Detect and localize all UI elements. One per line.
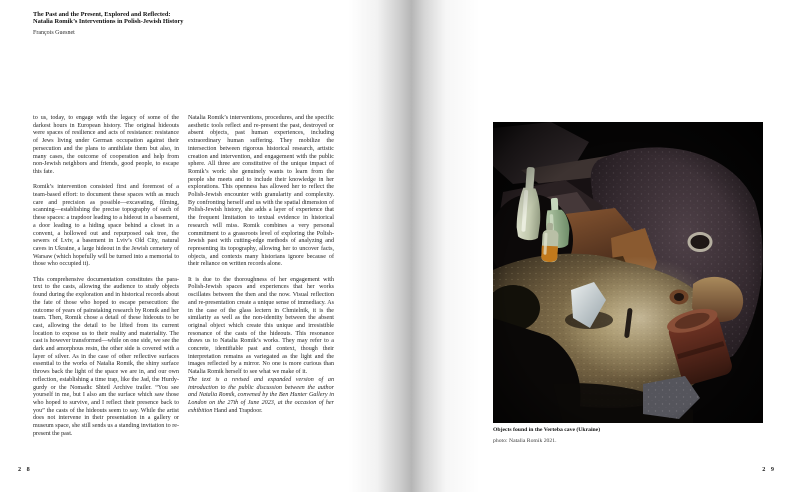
page-number-right: 2 9 bbox=[762, 466, 776, 473]
page-number-left: 2 8 bbox=[18, 466, 32, 473]
photo-caption-credit: photo: Natalia Romik 2021. bbox=[493, 437, 557, 444]
article-author: François Guesnet bbox=[33, 29, 75, 36]
cave-photo-graphic bbox=[493, 122, 763, 423]
photo-vignette bbox=[493, 122, 763, 423]
paragraph: It is due to the thoroughness of her engagement with Polish-Jewish spaces and experiences that her works oscillates between the then and the now. Visual reflection and re-presentation create a unique sense of immediacy. As in the case of the glass lectern in Chmielnik, it is the similarity as well as the non-identity between the absent original object which create this unique and irresistible resonance of the casts of the hideouts. This resonance draws us to Natalia Romik’s works. They may refer to a concrete, identifiable past and context, though their interpretation remains as variegated as the light and the images reflected by a mirror. No one is more curious than Natalia Romik herself to see what we make of it. bbox=[188, 276, 334, 376]
note-italic-text: The text is a revised and expanded version of an introduction to the public discussion between the author and Natalia Romik, convened by the Ben Hunter Gallery in London on the 27th of June 2023, at the occasion of her exhibition bbox=[188, 376, 334, 414]
note-roman-text: Hand and Trapdoor. bbox=[213, 407, 263, 414]
paragraph: to us, today, to engage with the legacy of some of the darkest hours in European history. The original hideouts were spaces of resilience and acts of resistance: resistance of Jews living under German occupation against their persecution and the plans to annihilate them but also, in many cases, the outcome of cooperation and help from non-Jewish neighbors and friends, good people, to escape this fate. bbox=[33, 115, 179, 175]
article-title-line1: The Past and the Present, Explored and Reflected: bbox=[33, 11, 171, 18]
column2-paragraphs bbox=[188, 115, 334, 377]
cave-photo bbox=[493, 122, 763, 423]
paragraph: Natalia Romik’s interventions, procedures, and the specific aesthetic tools reflect and re-present the past, destroyed or absent objects, past human experiences, including extraordinary human suffering. They mobilize the intersection between rigorous historical research, artistic creation and intervention, and engagement with the public sphere. All three are constitutive of the unique impact of Romik’s work: she genuinely wants to learn from the people she meets and to include their knowledge in her explorations. This openness has allowed her to reflect the Polish-Jewish encounter with granularity and complexity. By confronting herself and us with the spatial dimension of Polish-Jewish history, she adds a layer of experience that the frequent limitation to textual evidence in historical research will miss. Romik combines a very personal commitment to a grassroots level of exploring the Polish-Jewish past with cutting-edge methods of analyzing and representing its topography, allowing her to uncover facts, objects, and contexts many historians ignore because of their reliance on written records alone. bbox=[188, 115, 334, 268]
paragraph: This comprehensive documentation constitutes the para-text to the casts, allowing the audience to study objects found during the exploration and in historical records about the fate of those who hoped to escape persecution: the outcome of years of painstaking research by Romik and her team. Then, Romik chose a detail of these hideouts to be cast, allowing the detail to be lifted from its current location to expose us to their reality and materiality. The cast is however transformed—while on one side, we see the dark and amorphous resin, the other side is covered with a layer of silver. As in the case of other reflective surfaces essential to the works of Natalia Romik, the shiny surface throws back the light of the space we are in, and our own reflection, establishing a time trap, like the Jad, the Hurdy-gurdy or the Nomadic Shtetl Archive trailer. “You see yourself in me, but I also am the surface which saw those who hoped to survive, and I reflect their presence back to you” the casts of the hideouts seem to say. While the artist does not intervene in their presentation in a gallery or museum space, she still sends us a standing invitation to re-present the past. bbox=[33, 276, 179, 437]
book-gutter-shadow bbox=[348, 0, 480, 492]
article-header bbox=[33, 11, 183, 37]
paragraph: Romik’s intervention consisted first and foremost of a team-based effort: to document these spaces with as much care and precision as possible—excavating, filming, scanning—establishing the precise topography of each of these spaces: a trapdoor leading to a hideout in a basement, a door leading to a hiding space behind a closet in a convent, a hollowed out and repurposed oak tree, the sewers of Lviv, a basement in Lviv’s Old City, natural caves in Ukraine, a large hideout in the Jewish cemetery of Warsaw (which hopefully will be turned into a memorial to those who occupied it). bbox=[33, 184, 179, 268]
photo-caption bbox=[493, 427, 763, 445]
article-title-line2: Natalia Romik’s Interventions in Polish-Jewish History bbox=[33, 18, 184, 26]
text-column-1 bbox=[33, 115, 179, 439]
photo-caption-title: Objects found in the Verteba cave (Ukraine) bbox=[493, 427, 601, 433]
text-column-2 bbox=[188, 115, 334, 415]
editorial-note bbox=[188, 377, 334, 416]
